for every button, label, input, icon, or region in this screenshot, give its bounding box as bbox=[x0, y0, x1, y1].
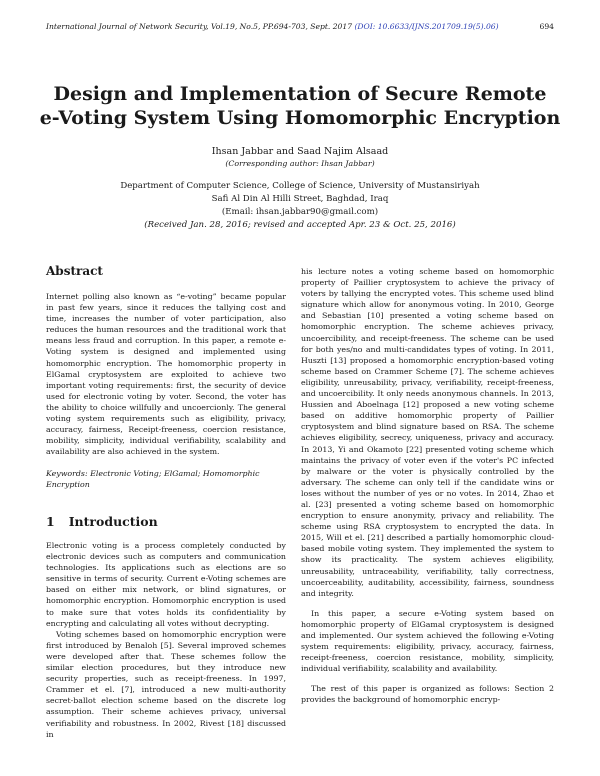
right-paragraph-2: In this paper, a secure e-Voting system based on homomorphic property of ElGamal cryptosystem is designed and implemented. Our system achieved the following e-Voting system requirements: eligibility, privacy, accuracy, fairness, receipt-freeness, coercion resistance, mobility, simplicity, individual verifiability, scalability and availability. bbox=[301, 608, 554, 674]
authors: Ihsan Jabbar and Saad Najim Alsaad bbox=[211, 146, 389, 157]
introduction-heading bbox=[46, 514, 158, 529]
affiliation-address: Safi Al Din Al Hilli Street, Baghdad, Iraq bbox=[211, 194, 389, 204]
title-line-1: Design and Implementation of Secure Remote bbox=[53, 83, 547, 105]
section-title: Introduction bbox=[68, 514, 158, 529]
affiliation-email: (Email: ihsan.jabbar90@gmail.com) bbox=[221, 207, 379, 217]
abstract-heading: Abstract bbox=[46, 264, 103, 278]
page-number: 694 bbox=[539, 22, 554, 31]
affiliation bbox=[30, 180, 570, 232]
right-column bbox=[301, 266, 554, 706]
corresponding-author: (Corresponding author: Ihsan Jabbar) bbox=[225, 159, 375, 168]
journal-citation: International Journal of Network Security, Vol.19, No.5, PP.694-703, Sept. 2017 bbox=[46, 22, 353, 31]
abstract-body bbox=[46, 291, 286, 457]
keywords: Keywords: Electronic Voting; ElGamal; Homomorphic Encryption bbox=[46, 469, 260, 490]
affiliation-department: Department of Computer Science, College of Science, University of Mustansiriyah bbox=[120, 181, 480, 191]
intro-paragraph-2: Voting schemes based on homomorphic encryption were first introduced by Benaloh [5]. Several improved schemes were developed after that. These schemes follow the similar election procedures, but they introduce new security properties, such as receipt-freeness. In 1997, Crammer et el. [7], introduced a new multi-authority secret-ballot election scheme based on the discrete log assumption. Their scheme achieves privacy, universal verifiability and robustness. In 2002, Rivest [18] discussed in bbox=[46, 629, 286, 739]
introduction-body bbox=[46, 540, 286, 740]
title-line-2: e-Voting System Using Homomorphic Encryption bbox=[39, 107, 561, 129]
received-dates: (Received Jan. 28, 2016; revised and accepted Apr. 23 & Oct. 25, 2016) bbox=[144, 220, 456, 230]
intro-paragraph-1: Electronic voting is a process completely conducted by electronic devices such as computers and communication technologies. Its applications such as elections are so sensitive in terms of security. Current e-Voting schemes are based on either mix network, or blind signatures, or homomorphic encryption. Homomorphic encryption is used to make sure that votes holds its confidentiality by encrypting and calculating all votes without decrypting. bbox=[46, 541, 286, 628]
right-paragraph-1: his lecture notes a voting scheme based on homomorphic property of Paillier cryptosystem to achieve the privacy of voters by tallying the encrypted votes. This scheme used blind signature which allow for anonymous voting. In 2010, George and Sebastian [10] presented a voting scheme based on homomorphic encryption. The scheme achieves privacy, uncoercibility, and receipt-freeness. The scheme can be used for both yes/no and multi-candidates types of voting. In 2011, Huszti [13] proposed a homomorphic encryption-based voting scheme based on Crammer Scheme [7]. The scheme achieves eligibility, unreusability, privacy, verifiability, receipt-freeness, and uncoercibility. It only needs anonymous channels. In 2013, Hussien and Aboelnaga [12] proposed a new voting scheme based on additive homomorphic property of Paillier cryptosystem and blind signature based on RSA. The scheme achieves eligibility, secrecy, uniqueness, privacy and accuracy. In 2013, Yi and Okamoto [22] presented voting scheme which maintains the privacy of voter even if the voter's PC infected by malware or the voter is physically controlled by the adversary. The scheme can only tell if the candidate wins or loses without the number of yes or no votes. In 2014, Zhao et al. [23] presented a voting scheme based on homomorphic encryption to ensure anonymity, privacy and reliability. The scheme using RSA cryptosystem to encrypted the data. In 2015, Will et el. [21] described a partially homomorphic cloud-based mobile voting system. They implemented the system to show its practicality. The system achieves eligibility, unreusability, untraceability, verifiability, tally correctness, uncoerceability, auditability, accessibility, fairness, soundness and integrity. bbox=[301, 267, 554, 598]
doi-link[interactable]: (DOI: 10.6633/IJNS.201709.19(5).06) bbox=[354, 22, 499, 31]
paper-title bbox=[30, 82, 570, 130]
running-header bbox=[46, 22, 554, 36]
section-number: 1 bbox=[46, 514, 55, 529]
abstract-text: Internet polling also known as “e-voting” became popular in past few years, since it reduces the tallying cost and time, increases the number of voter participation, also reduces the human resources and the traditional work that means less fraud and corruption. In this paper, a remote e-Voting system is designed and implemented using homomorphic encryption. The homomorphic property in ElGamal cryptosystem are exploited to achieve two important voting requirements: first, the security of device used for electronic voting by voter. Second, the voter has the ability to choice willfully and uncoercionly. The general voting system requirements such as eligibility, privacy, accuracy, fairness, Receipt-freeness, coercion resistance, mobility, simplicity, individual verifiability, scalability and availability are also achieved in the system. bbox=[46, 292, 286, 457]
right-paragraph-3: The rest of this paper is organized as follows: Section 2 provides the background of homomorphic encryp- bbox=[301, 684, 554, 705]
